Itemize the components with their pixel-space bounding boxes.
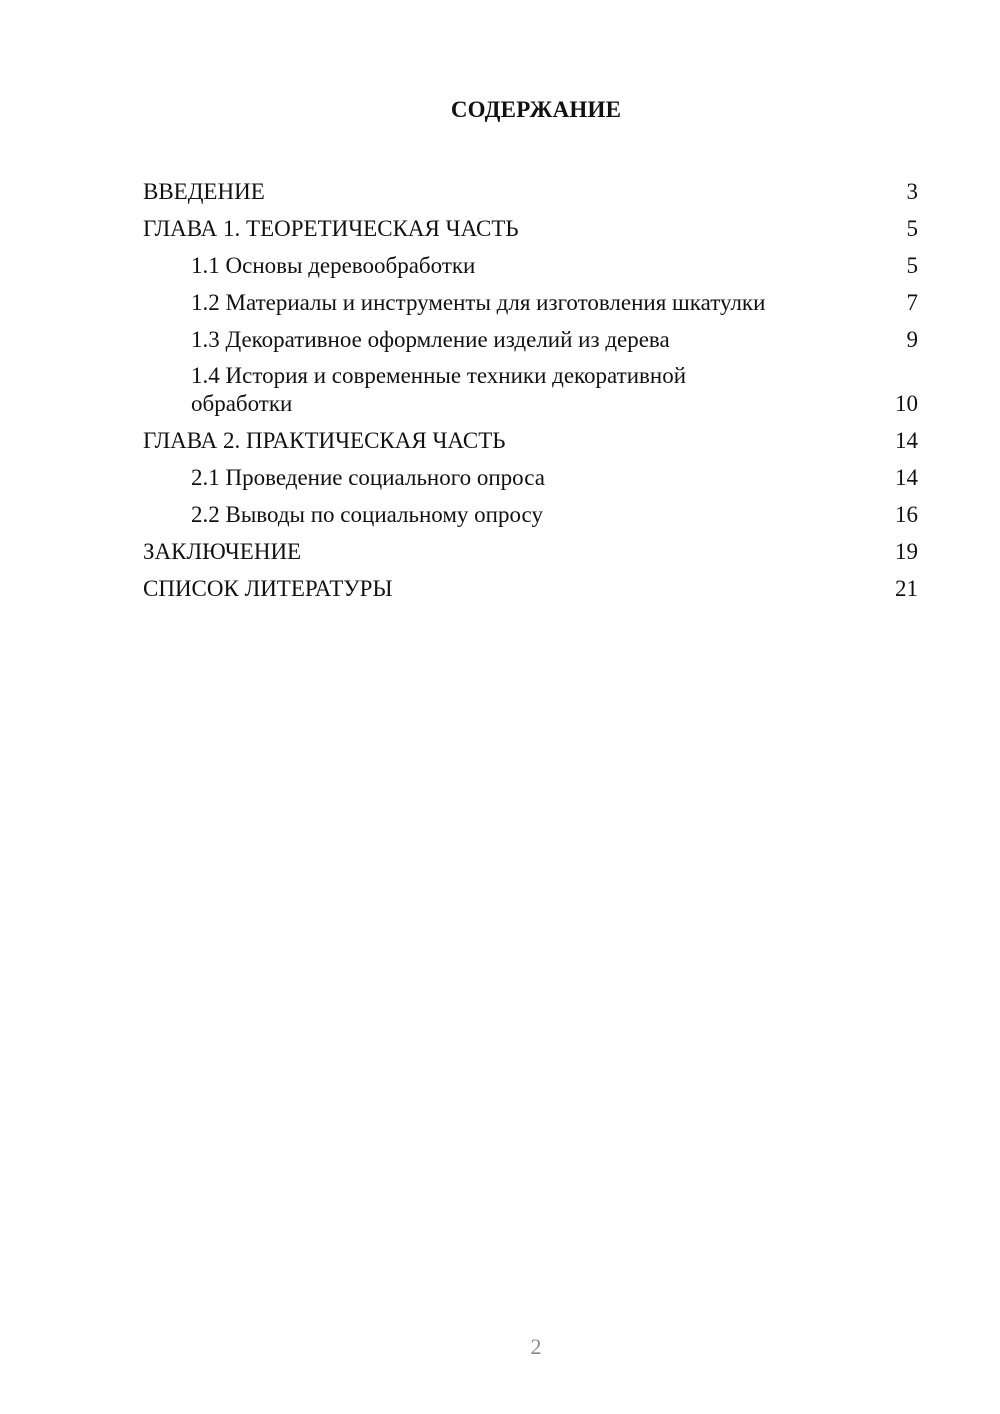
page-number: 2 bbox=[530, 1334, 542, 1359]
toc-entry-page: 3 bbox=[906, 179, 918, 204]
toc-entry-label: СПИСОК ЛИТЕРАТУРЫ bbox=[143, 576, 393, 601]
toc-entry-conclusion[interactable] bbox=[143, 529, 918, 566]
toc-entry-page: 10 bbox=[895, 391, 918, 416]
toc-entry-page: 7 bbox=[906, 290, 918, 315]
toc-entry-section-1-3[interactable] bbox=[143, 317, 918, 354]
toc-entry-introduction[interactable] bbox=[143, 169, 918, 206]
toc-entry-section-1-2[interactable] bbox=[143, 280, 918, 317]
toc-entry-label: ГЛАВА 1. ТЕОРЕТИЧЕСКАЯ ЧАСТЬ bbox=[143, 216, 519, 241]
toc-entry-section-1-4[interactable] bbox=[143, 354, 918, 418]
toc-entry-label: ЗАКЛЮЧЕНИЕ bbox=[143, 539, 302, 564]
toc-entry-chapter-2[interactable] bbox=[143, 418, 918, 455]
toc-entry-label: 1.3 Декоративное оформление изделий из дерева bbox=[191, 327, 670, 352]
toc-entry-page: 5 bbox=[906, 216, 918, 241]
toc-entry-page: 14 bbox=[895, 428, 918, 453]
toc-entry-section-2-2[interactable] bbox=[143, 492, 918, 529]
toc-entry-section-2-1[interactable] bbox=[143, 455, 918, 492]
toc-entry-page: 9 bbox=[906, 327, 918, 352]
toc-entry-label: ГЛАВА 2. ПРАКТИЧЕСКАЯ ЧАСТЬ bbox=[143, 428, 506, 453]
toc-entry-chapter-1[interactable] bbox=[143, 206, 918, 243]
toc-entry-label: 2.1 Проведение социального опроса bbox=[191, 465, 545, 490]
table-of-contents bbox=[143, 169, 918, 603]
page-title: СОДЕРЖАНИЕ bbox=[450, 97, 622, 122]
toc-entry-section-1-1[interactable] bbox=[143, 243, 918, 280]
toc-entry-page: 21 bbox=[895, 576, 918, 601]
toc-entry-page: 14 bbox=[895, 465, 918, 490]
toc-entry-references[interactable] bbox=[143, 566, 918, 603]
toc-entry-page: 19 bbox=[895, 539, 918, 564]
toc-entry-label: 1.1 Основы деревообработки bbox=[191, 253, 476, 278]
toc-entry-label: 1.4 История и современные техники декоративной обработки bbox=[191, 363, 687, 416]
toc-entry-label: 2.2 Выводы по социальному опросу bbox=[191, 502, 543, 527]
toc-entry-label: 1.2 Материалы и инструменты для изготовления шкатулки bbox=[191, 290, 766, 315]
toc-entry-label: ВВЕДЕНИЕ bbox=[143, 179, 265, 204]
toc-entry-page: 5 bbox=[906, 253, 918, 278]
toc-entry-page: 16 bbox=[895, 502, 918, 527]
